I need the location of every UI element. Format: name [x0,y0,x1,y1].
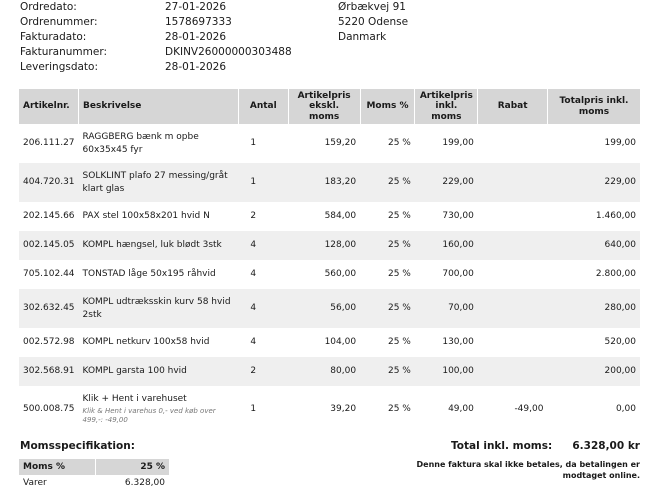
cell-artikelpris-inkl-text: 70,00 [448,303,474,314]
cell-artikelnr-text: 705.102.44 [23,269,75,280]
meta-value: 1578697333 [165,16,232,28]
cell-artikelpris-inkl-text: 130,00 [442,337,474,348]
cell-artikelpris-ekskl [288,124,360,163]
cell-artikelnr-text: 302.632.45 [23,303,75,314]
cell-antal-text: 4 [250,240,257,251]
cell-artikelpris-inkl [415,202,478,231]
meta-label: Ordrenummer: [20,16,98,28]
cell-artikelpris-ekskl-text: 128,00 [324,240,357,251]
cell-artikelpris-inkl [415,357,478,386]
header-moms: Moms % [360,89,415,124]
cell-artikelnr [19,386,79,432]
cell-artikelpris-inkl [415,289,478,328]
meta-value: 28-01-2026 [165,31,227,43]
cell-rabat [478,163,548,202]
cell-artikelnr [19,163,79,202]
cell-artikelnr [19,231,79,260]
store-address [338,0,408,45]
cell-antal [238,357,288,386]
meta-value: 28-01-2026 [165,61,227,73]
cell-antal-text: 1 [250,138,257,149]
cell-rabat [478,124,548,163]
momsspec-header-row [19,459,169,475]
cell-totalpris-text: 0,00 [615,403,636,414]
header-artikelpris-inkl: Artikelpris inkl. moms [415,89,478,124]
header-artikelnr: Artikelnr. [19,89,79,124]
cell-artikelpris-ekskl [288,289,360,328]
cell-antal [238,231,288,260]
cell-artikelpris-inkl-text: 100,00 [442,366,474,377]
cell-totalpris [547,357,640,386]
cell-beskrivelse-text: PAX stel 100x58x201 hvid N [82,211,210,222]
table-row [19,357,640,386]
cell-artikelnr-text: 404.720.31 [23,177,75,188]
cell-antal [238,163,288,202]
cell-rabat-text: -49,00 [514,403,544,414]
meta-value: 27-01-2026 [165,1,227,13]
table-row [19,260,640,289]
cell-totalpris-text: 200,00 [604,366,636,377]
cell-moms [360,231,415,260]
table-row [19,231,640,260]
cell-totalpris [547,289,640,328]
cell-moms [360,202,415,231]
cell-moms-text: 25 % [387,403,411,414]
header-artikelpris-ekskl: Artikelpris ekskl. moms [288,89,360,124]
payment-notice: Denne faktura skal ikke betales, da betalingen er modtaget online. [416,460,640,481]
table-row [19,163,640,202]
momsspec-table [19,459,169,491]
cell-artikelpris-inkl [415,231,478,260]
cell-beskrivelse-text: SOLKLINT plafo 27 messing/gråt klart glas [82,171,228,194]
meta-row-fakturadato [20,30,325,45]
cell-artikelnr-text: 002.145.05 [23,240,75,251]
cell-antal-text: 1 [250,177,257,188]
cell-antal-text: 4 [250,269,257,280]
order-meta [20,0,325,75]
cell-artikelnr-text: 202.145.66 [23,211,75,222]
total-label: Total inkl. moms: [451,440,553,452]
cell-moms [360,289,415,328]
address-country: Danmark [338,31,387,43]
table-row [19,386,640,432]
cell-moms-text: 25 % [387,303,411,314]
cell-totalpris [547,163,640,202]
cell-totalpris-text: 199,00 [604,138,636,149]
cell-moms-text: 25 % [387,211,411,222]
cell-totalpris [547,260,640,289]
cell-artikelpris-ekskl-text: 584,00 [324,211,357,222]
cell-artikelpris-ekskl [288,357,360,386]
cell-beskrivelse-text: TONSTAD låge 50x195 råhvid [82,269,216,280]
cell-beskrivelse-text: KOMPL garsta 100 hvid [82,366,187,377]
table-row [19,328,640,357]
cell-beskrivelse [79,124,239,163]
header-beskrivelse: Beskrivelse [79,89,239,124]
cell-artikelpris-ekskl-text: 560,00 [324,269,357,280]
cell-artikelpris-inkl-text: 49,00 [448,403,474,414]
cell-totalpris [547,202,640,231]
cell-artikelpris-ekskl [288,386,360,432]
cell-artikelpris-ekskl [288,202,360,231]
cell-artikelpris-inkl [415,124,478,163]
cell-antal [238,260,288,289]
cell-antal [238,386,288,432]
cell-totalpris [547,328,640,357]
cell-artikelpris-ekskl-text: 80,00 [330,366,357,377]
cell-artikelpris-ekskl [288,163,360,202]
cell-beskrivelse [79,231,239,260]
cell-rabat [478,260,548,289]
address-street: Ørbækvej 91 [338,1,406,13]
cell-beskrivelse [79,289,239,328]
momsspec-title: Momsspecifikation: [20,440,135,452]
cell-artikelpris-ekskl-text: 104,00 [324,337,357,348]
cell-moms-text: 25 % [387,138,411,149]
cell-beskrivelse [79,202,239,231]
cell-moms-text: 25 % [387,337,411,348]
cell-rabat [478,289,548,328]
table-row [19,202,640,231]
cell-artikelpris-inkl-text: 199,00 [442,138,474,149]
meta-row-fakturanummer [20,45,325,60]
cell-moms-text: 25 % [387,366,411,377]
cell-beskrivelse [79,328,239,357]
cell-antal-text: 1 [250,403,257,414]
momsspec-header-label: Moms % [19,459,96,475]
cell-artikelnr [19,260,79,289]
address-city: 5220 Odense [338,16,409,28]
cell-artikelnr-text: 206.111.27 [23,138,75,149]
cell-artikelpris-ekskl [288,260,360,289]
cell-beskrivelse-text: KOMPL udtræksskin kurv 58 hvid 2stk [82,297,231,320]
cell-artikelnr [19,328,79,357]
meta-label: Fakturadato: [20,31,87,43]
table-header-row [19,89,640,124]
cell-artikelnr [19,124,79,163]
cell-moms [360,124,415,163]
cell-beskrivelse [79,386,239,432]
header-rabat: Rabat [478,89,548,124]
total-value: 6.328,00 kr [572,440,640,452]
cell-moms [360,260,415,289]
cell-totalpris-text: 280,00 [604,303,636,314]
cell-artikelpris-ekskl-text: 56,00 [330,303,357,314]
momsspec-row [19,475,169,491]
meta-row-ordredato [20,0,325,15]
cell-antal-text: 2 [250,211,257,222]
cell-artikelnr [19,357,79,386]
cell-beskrivelse-text: Klik + Hent i varehuset [82,394,187,405]
cell-totalpris [547,231,640,260]
cell-antal [238,328,288,357]
cell-beskrivelse [79,260,239,289]
cell-moms [360,163,415,202]
cell-artikelnr-text: 500.008.75 [23,403,75,414]
cell-beskrivelse-text: KOMPL netkurv 100x58 hvid [82,337,210,348]
momsspec-row-label: Varer [23,478,47,488]
cell-antal [238,124,288,163]
cell-totalpris-text: 229,00 [604,177,636,188]
cell-moms-text: 25 % [387,177,411,188]
cell-beskrivelse [79,163,239,202]
cell-moms-text: 25 % [387,269,411,280]
momsspec-row-value: 6.328,00 [124,478,165,488]
cell-rabat [478,328,548,357]
cell-artikelpris-ekskl-text: 159,20 [324,138,357,149]
cell-artikelpris-inkl-text: 229,00 [442,177,474,188]
cell-rabat [478,231,548,260]
cell-beskrivelse-text: KOMPL hængsel, luk blødt 3stk [82,240,222,251]
cell-artikelpris-ekskl [288,328,360,357]
meta-row-ordrenummer [20,15,325,30]
cell-moms-text: 25 % [387,240,411,251]
cell-artikelnr-text: 302.568.91 [23,366,75,377]
cell-artikelpris-ekskl [288,231,360,260]
cell-artikelpris-inkl-text: 700,00 [442,269,474,280]
header-antal: Antal [238,89,288,124]
invoice-items-table [19,89,640,432]
cell-totalpris-text: 2.800,00 [595,269,636,280]
cell-antal [238,289,288,328]
cell-artikelpris-inkl [415,260,478,289]
cell-beskrivelse-note: Klik & Hent i varehus 0,- ved køb over 499,-: -49,00 [82,406,216,424]
meta-label: Leveringsdato: [20,61,99,73]
cell-totalpris-text: 1.460,00 [595,211,636,222]
cell-moms [360,328,415,357]
cell-antal [238,202,288,231]
cell-artikelpris-inkl [415,386,478,432]
cell-beskrivelse-text: RAGGBERG bænk m opbe 60x35x45 fyr [82,132,199,155]
table-row [19,124,640,163]
cell-artikelpris-inkl-text: 160,00 [442,240,474,251]
meta-row-leveringsdato [20,60,325,75]
cell-moms [360,386,415,432]
meta-label: Ordredato: [20,1,77,13]
cell-beskrivelse [79,357,239,386]
cell-totalpris [547,124,640,163]
cell-rabat [478,386,548,432]
cell-totalpris-text: 640,00 [604,240,636,251]
momsspec-header-value: 25 % [96,459,169,475]
header-totalpris: Totalpris inkl. moms [547,89,640,124]
cell-artikelnr [19,202,79,231]
cell-artikelpris-ekskl-text: 39,20 [330,403,357,414]
cell-artikelpris-inkl [415,163,478,202]
cell-antal-text: 2 [250,366,257,377]
cell-artikelnr [19,289,79,328]
cell-artikelpris-ekskl-text: 183,20 [324,177,357,188]
cell-moms [360,357,415,386]
meta-label: Fakturanummer: [20,46,108,58]
meta-value: DKINV26000000303488 [165,46,292,58]
cell-totalpris [547,386,640,432]
cell-totalpris-text: 520,00 [604,337,636,348]
cell-artikelpris-inkl-text: 730,00 [442,211,474,222]
cell-rabat [478,357,548,386]
cell-artikelnr-text: 002.572.98 [23,337,75,348]
cell-antal-text: 4 [250,337,257,348]
cell-rabat [478,202,548,231]
table-row [19,289,640,328]
cell-artikelpris-inkl [415,328,478,357]
cell-antal-text: 4 [250,303,257,314]
